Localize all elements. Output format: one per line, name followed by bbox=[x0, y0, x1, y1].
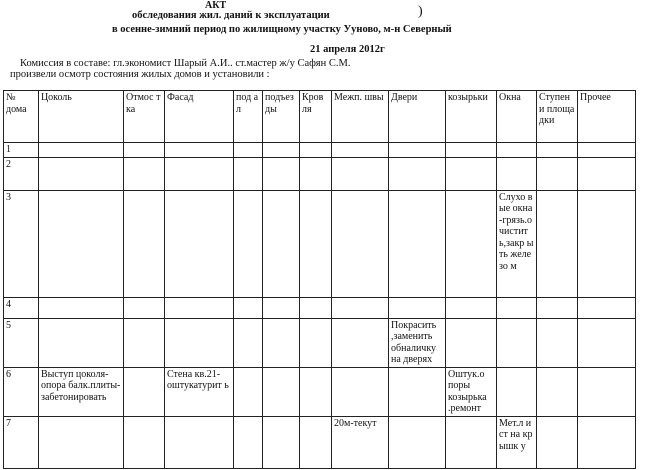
table-cell: Слухо вые окна-грязь.о чистит ь,закр ыть железо м bbox=[497, 190, 537, 297]
act-subtitle-line2: в осенне-зимний период по жилищному участку Ууново, м-н Северный bbox=[112, 24, 452, 35]
table-cell bbox=[263, 297, 300, 318]
table-cell bbox=[578, 416, 636, 468]
column-header: Цоколь bbox=[39, 91, 124, 143]
table-cell bbox=[165, 157, 234, 190]
table-cell bbox=[39, 318, 124, 367]
table-cell bbox=[537, 367, 578, 416]
table-cell bbox=[332, 143, 389, 158]
act-title: АКТ bbox=[205, 0, 227, 11]
table-cell bbox=[332, 190, 389, 297]
table-cell: Мет.л ист на крышк у bbox=[497, 416, 537, 468]
table-cell bbox=[446, 297, 497, 318]
table-cell bbox=[300, 318, 332, 367]
table-cell bbox=[234, 143, 263, 158]
act-date: 21 апреля 2012г bbox=[310, 44, 385, 55]
table-cell bbox=[578, 318, 636, 367]
column-header: под ал bbox=[234, 91, 263, 143]
table-cell bbox=[165, 190, 234, 297]
table-cell bbox=[537, 143, 578, 158]
table-cell bbox=[578, 157, 636, 190]
table-cell: 1 bbox=[4, 143, 39, 158]
table-cell bbox=[300, 367, 332, 416]
table-cell bbox=[124, 416, 165, 468]
table-cell bbox=[234, 318, 263, 367]
table-cell: Оштук.о поры козырька .ремонт bbox=[446, 367, 497, 416]
table-cell bbox=[446, 416, 497, 468]
commission-text: Комиссия в составе: гл.экономист Шарый А.И.. ст.мастер ж/у Сафян С.М. bbox=[20, 58, 351, 69]
table-cell bbox=[263, 190, 300, 297]
table-cell bbox=[39, 157, 124, 190]
table-cell bbox=[39, 297, 124, 318]
table-cell bbox=[497, 367, 537, 416]
column-header: Кров ля bbox=[300, 91, 332, 143]
table-cell: 5 bbox=[4, 318, 39, 367]
table-header-row bbox=[4, 91, 636, 143]
table-row bbox=[4, 318, 636, 367]
table-cell bbox=[446, 318, 497, 367]
table-cell bbox=[537, 297, 578, 318]
table-row bbox=[4, 190, 636, 297]
table-cell bbox=[124, 157, 165, 190]
table-cell bbox=[124, 190, 165, 297]
table-cell bbox=[578, 297, 636, 318]
table-cell bbox=[332, 318, 389, 367]
table-cell bbox=[263, 367, 300, 416]
table-cell: 6 bbox=[4, 367, 39, 416]
table-cell: Стена кв.21-оштукатурит ь bbox=[165, 367, 234, 416]
table-cell bbox=[234, 297, 263, 318]
table-cell bbox=[389, 190, 446, 297]
table-row bbox=[4, 416, 636, 468]
table-cell bbox=[537, 416, 578, 468]
column-header: № дома bbox=[4, 91, 39, 143]
table-cell bbox=[578, 143, 636, 158]
column-header: Фасад bbox=[165, 91, 234, 143]
column-header: Отмос тка bbox=[124, 91, 165, 143]
table-cell: 4 bbox=[4, 297, 39, 318]
table-cell bbox=[389, 297, 446, 318]
table-cell bbox=[124, 367, 165, 416]
table-cell bbox=[446, 190, 497, 297]
table-cell bbox=[165, 143, 234, 158]
table-cell bbox=[332, 297, 389, 318]
table-body bbox=[4, 91, 636, 469]
table-cell bbox=[39, 190, 124, 297]
table-cell bbox=[234, 367, 263, 416]
table-cell bbox=[578, 367, 636, 416]
column-header: Ступен и площа дки bbox=[537, 91, 578, 143]
table-row bbox=[4, 143, 636, 158]
table-cell bbox=[332, 367, 389, 416]
table-cell bbox=[263, 143, 300, 158]
table-cell bbox=[234, 190, 263, 297]
table-cell bbox=[263, 416, 300, 468]
inspection-table bbox=[3, 90, 636, 469]
table-cell bbox=[234, 157, 263, 190]
table-cell bbox=[578, 190, 636, 297]
table-cell bbox=[300, 143, 332, 158]
act-subtitle-line1: обследования жил. даний к эксплуатации bbox=[132, 10, 330, 21]
table-cell bbox=[537, 190, 578, 297]
table-cell bbox=[497, 143, 537, 158]
column-header: козырьки bbox=[446, 91, 497, 143]
table-cell: 2 bbox=[4, 157, 39, 190]
column-header: Прочее bbox=[578, 91, 636, 143]
table-cell bbox=[263, 318, 300, 367]
table-cell bbox=[39, 143, 124, 158]
table-cell bbox=[389, 416, 446, 468]
table-cell: 20м-текут bbox=[332, 416, 389, 468]
table-cell: Покрасить ,заменить обналичку на дверях bbox=[389, 318, 446, 367]
column-header: Двери bbox=[389, 91, 446, 143]
table-cell bbox=[263, 157, 300, 190]
table-cell bbox=[389, 143, 446, 158]
table-cell bbox=[332, 157, 389, 190]
table-cell bbox=[234, 416, 263, 468]
table-cell bbox=[124, 318, 165, 367]
table-cell bbox=[300, 157, 332, 190]
column-header: Окна bbox=[497, 91, 537, 143]
table-cell bbox=[124, 143, 165, 158]
margin-mark: ) bbox=[418, 4, 423, 19]
table-cell bbox=[446, 157, 497, 190]
table-cell bbox=[300, 297, 332, 318]
table-cell bbox=[537, 157, 578, 190]
table-cell bbox=[446, 143, 497, 158]
table-cell: Выступ цоколя-опора балк.плиты-забетонировать bbox=[39, 367, 124, 416]
table-cell bbox=[39, 416, 124, 468]
table-cell: 7 bbox=[4, 416, 39, 468]
table-cell bbox=[389, 367, 446, 416]
table-cell bbox=[124, 297, 165, 318]
column-header: подъез ды bbox=[263, 91, 300, 143]
table-cell bbox=[537, 318, 578, 367]
table-cell bbox=[497, 318, 537, 367]
column-header: Межп. швы bbox=[332, 91, 389, 143]
table-cell bbox=[165, 297, 234, 318]
table-cell bbox=[497, 157, 537, 190]
table-row bbox=[4, 297, 636, 318]
table-cell bbox=[165, 416, 234, 468]
table-row bbox=[4, 157, 636, 190]
table-cell bbox=[497, 297, 537, 318]
table-cell bbox=[300, 190, 332, 297]
table-cell bbox=[165, 318, 234, 367]
table-cell: 3 bbox=[4, 190, 39, 297]
table-row bbox=[4, 367, 636, 416]
table-cell bbox=[389, 157, 446, 190]
table-cell bbox=[300, 416, 332, 468]
inspection-text: произвели осмотр состояния жилых домов и установили : bbox=[10, 69, 270, 80]
